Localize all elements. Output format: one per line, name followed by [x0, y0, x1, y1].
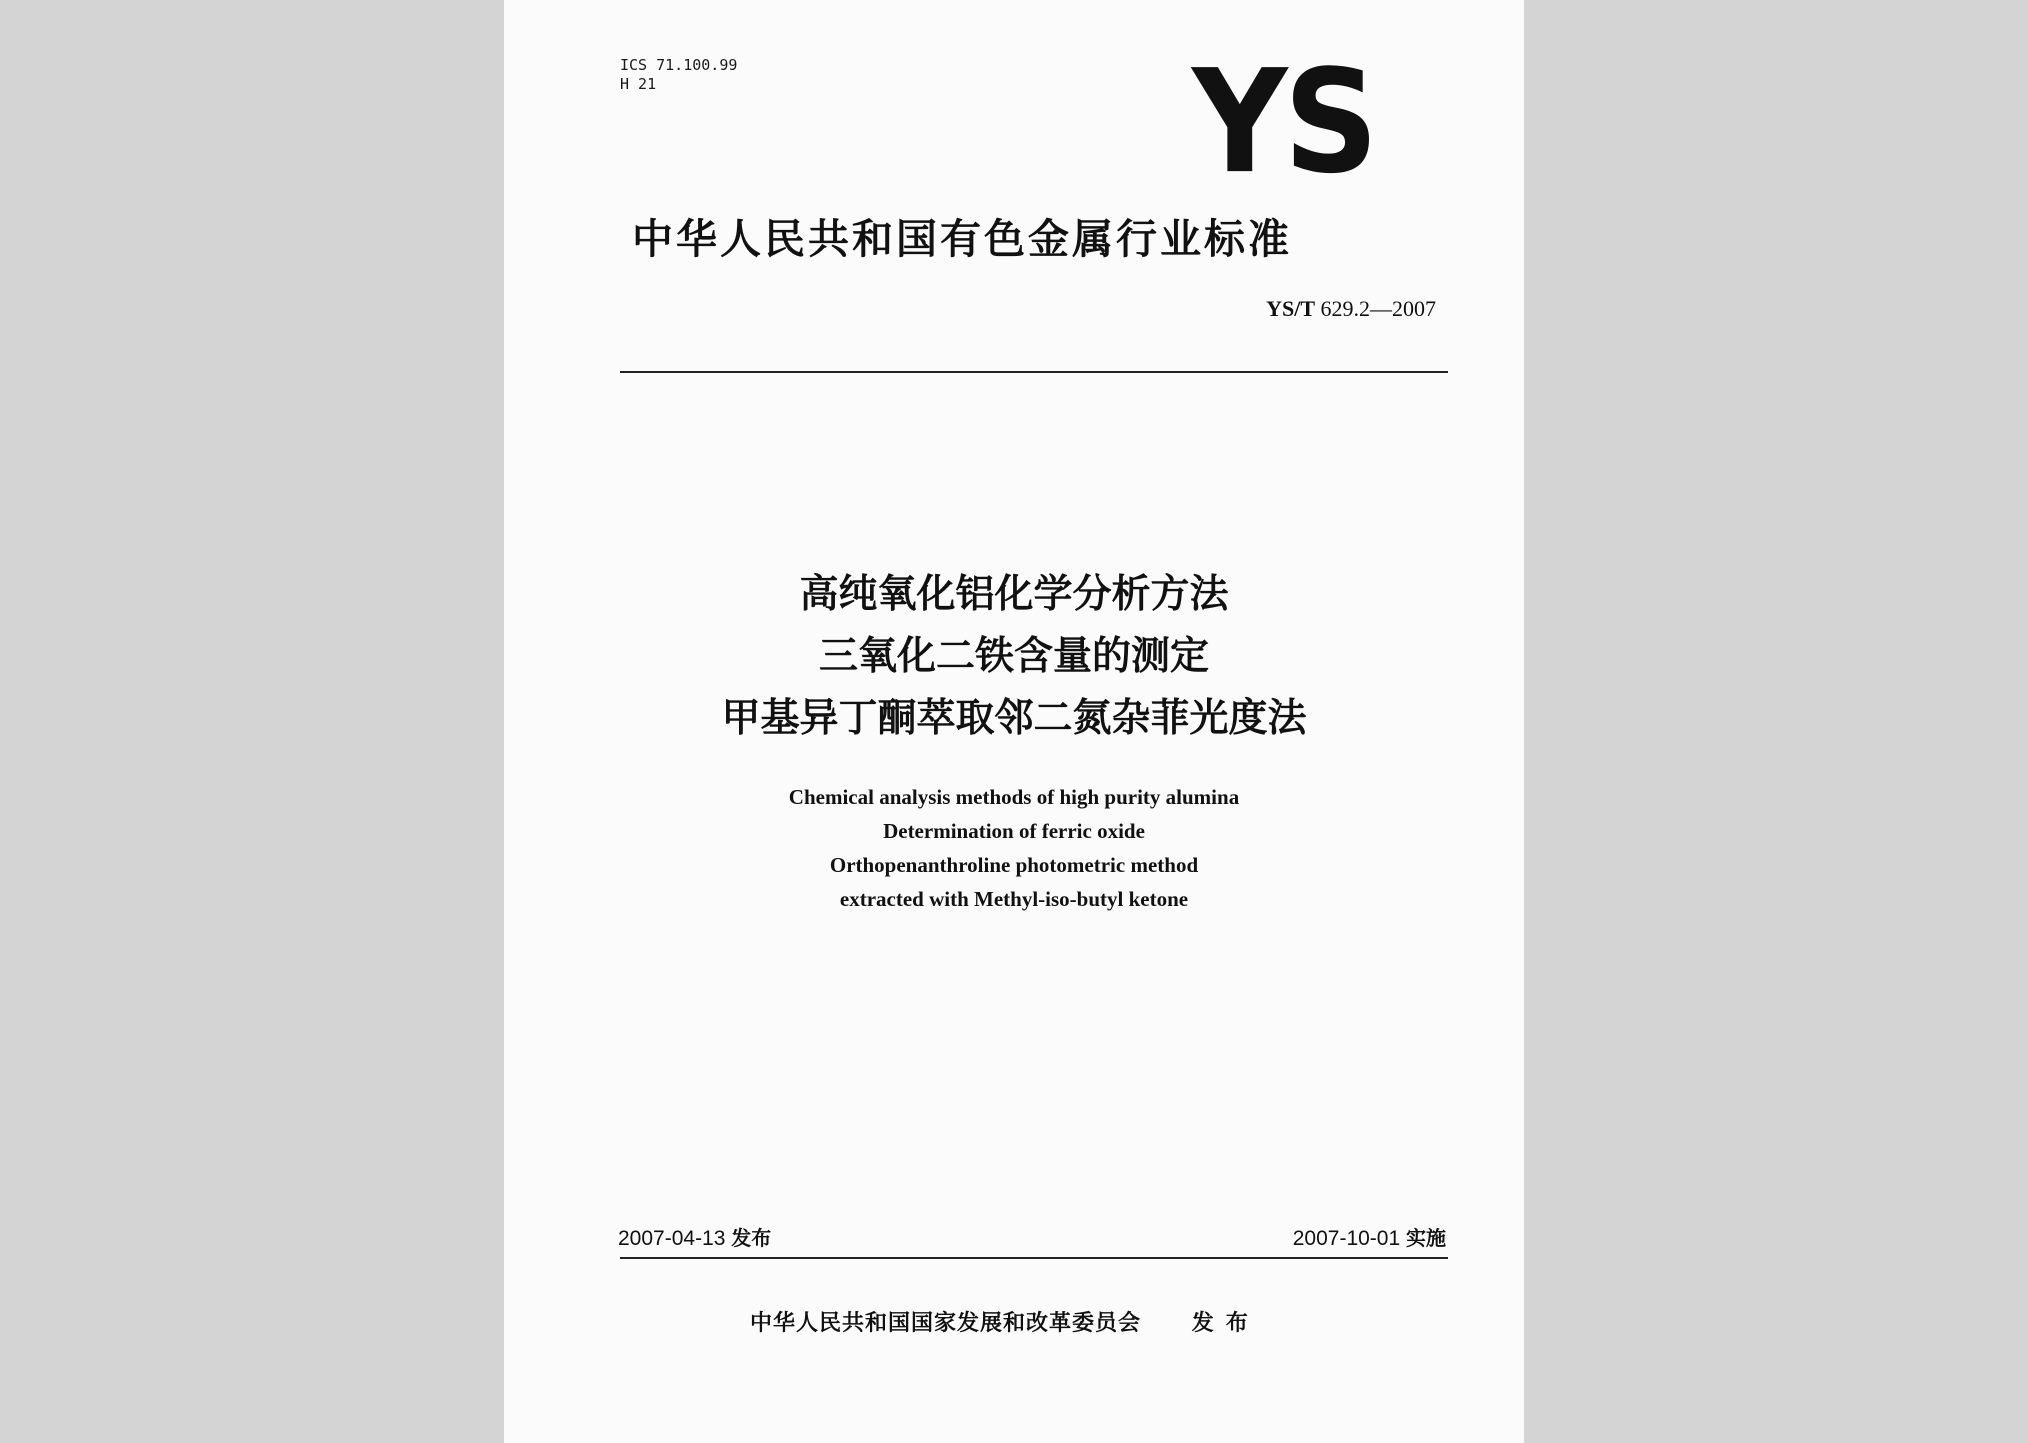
bottom-divider — [620, 1257, 1448, 1259]
ys-logo: YS — [1192, 39, 1375, 206]
publisher-line — [750, 1306, 1260, 1337]
standard-number-prefix: YS/T — [1266, 296, 1315, 321]
english-title-line: Determination of ferric oxide — [883, 819, 1145, 843]
industry-standard-title: 中华人民共和国有色金属行业标准 — [632, 215, 1292, 263]
issue-date-block — [618, 1222, 771, 1251]
english-title — [504, 780, 1524, 916]
chinese-title-line: 三氧化二铁含量的测定 — [818, 634, 1209, 679]
issue-date: 2007-04-13 — [618, 1227, 726, 1250]
ccs-code: H 21 — [620, 75, 657, 93]
issue-label: 发布 — [731, 1226, 772, 1250]
english-title-line: Orthopenanthroline photometric method — [829, 853, 1199, 877]
publisher-name: 中华人民共和国国家发展和改革委员会 — [750, 1311, 1142, 1336]
chinese-title — [504, 564, 1524, 750]
implement-date: 2007-10-01 — [1292, 1227, 1401, 1250]
top-divider — [620, 371, 1448, 373]
implement-date-block — [1293, 1222, 1446, 1251]
document-page — [504, 0, 1524, 1443]
standard-number — [1266, 296, 1436, 322]
english-title-line: Chemical analysis methods of high purity alumina — [788, 785, 1240, 809]
publish-action: 发布 — [1191, 1311, 1260, 1336]
english-title-line: extracted with Methyl-iso-butyl ketone — [839, 887, 1189, 911]
ics-code: ICS 71.100.99 — [620, 56, 738, 74]
chinese-title-line: 高纯氧化铝化学分析方法 — [799, 572, 1229, 617]
chinese-title-line: 甲基异丁酮萃取邻二氮杂菲光度法 — [721, 696, 1307, 741]
implement-label: 实施 — [1406, 1226, 1446, 1250]
classification-codes — [620, 56, 737, 94]
standard-number-value: 629.2—2007 — [1320, 296, 1436, 321]
